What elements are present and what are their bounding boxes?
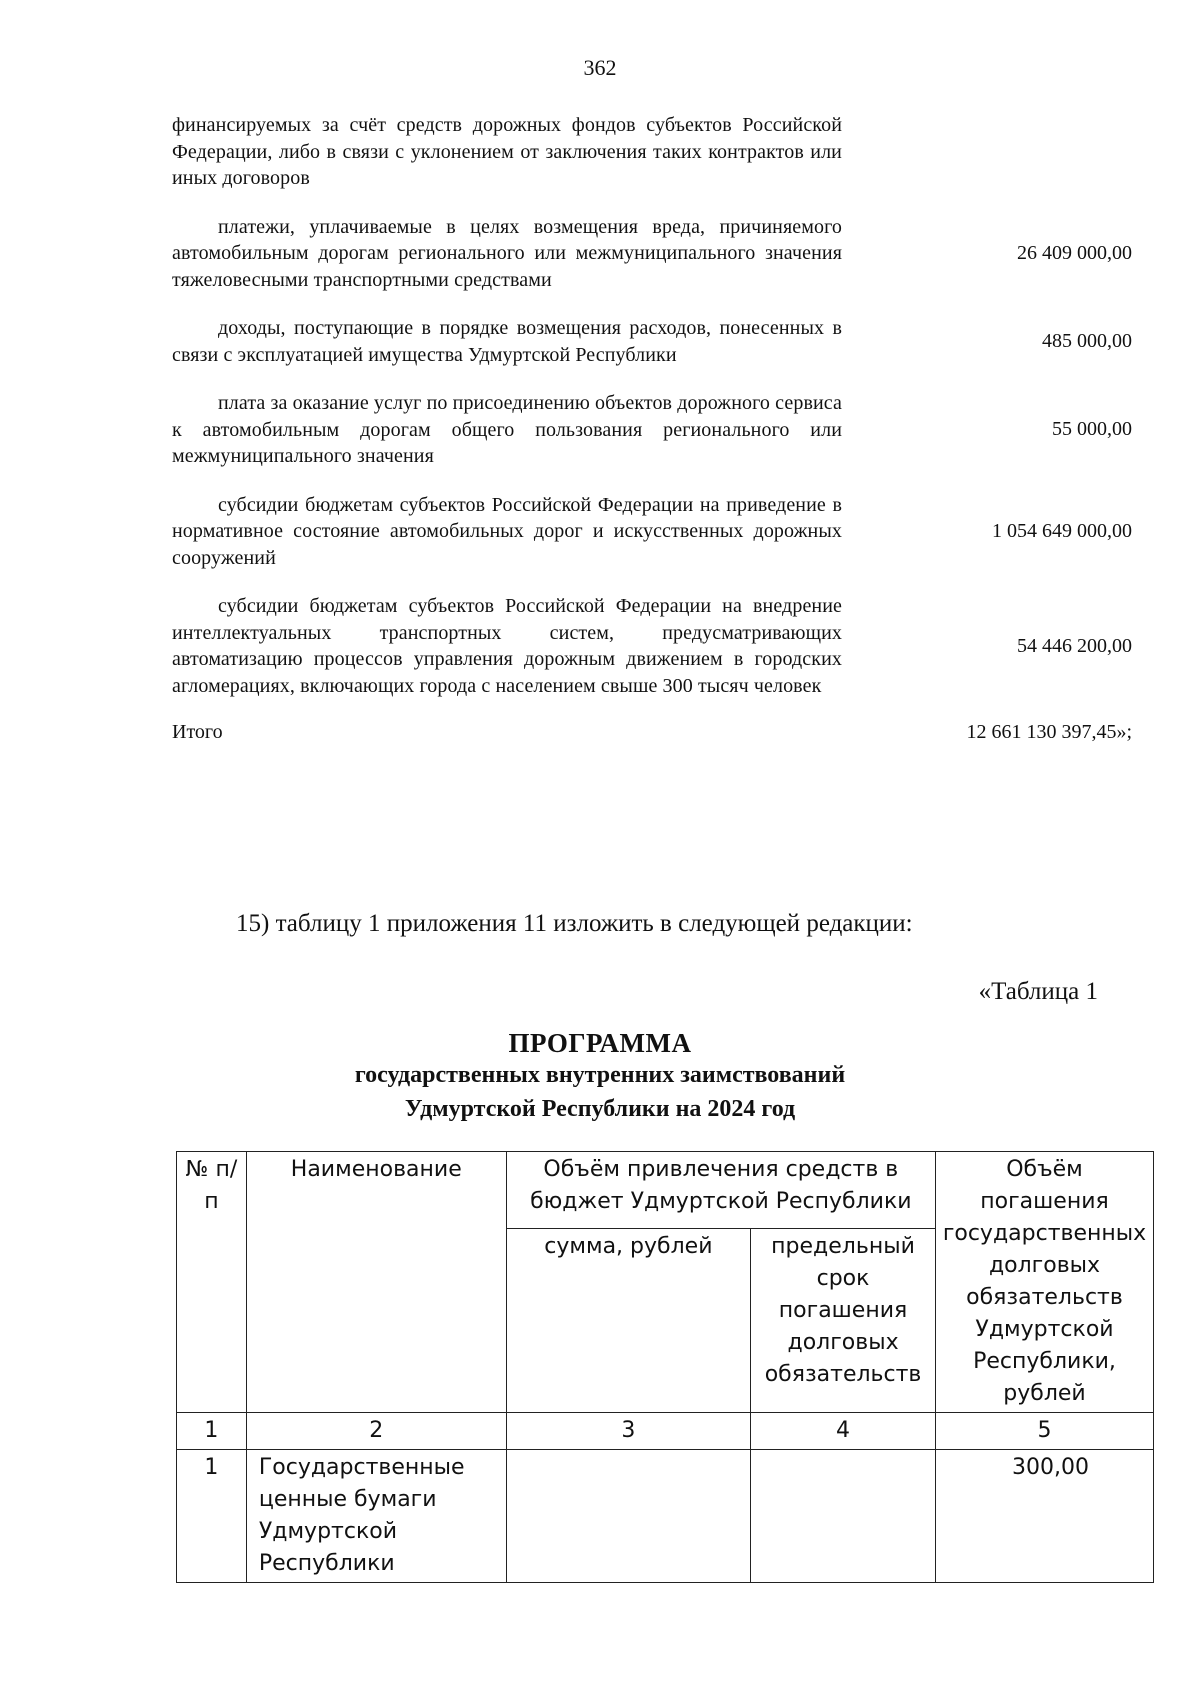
col-number: 3 xyxy=(506,1413,750,1450)
income-text: субсидии бюджетам субъектов Российской Федерации на приведение в нормативное состояние автомобильных дорог и искусственных дорожных сооружений xyxy=(172,493,842,569)
header-attraction: Объём привлечения средств в бюджет Удмуртской Республики xyxy=(506,1152,935,1229)
income-row xyxy=(172,593,1132,699)
col-number: 2 xyxy=(246,1413,506,1450)
row-term xyxy=(751,1450,936,1583)
col-number: 4 xyxy=(751,1413,936,1450)
row-sum xyxy=(506,1450,750,1583)
header-name: Наименование xyxy=(246,1152,506,1413)
column-number-row xyxy=(177,1413,1154,1450)
table-row xyxy=(177,1450,1154,1583)
table-reference: «Таблица 1 xyxy=(978,978,1098,1005)
header-sum: сумма, рублей xyxy=(506,1228,750,1412)
item-15-instruction: 15) таблицу 1 приложения 11 изложить в следующей редакции: xyxy=(236,910,913,937)
income-row xyxy=(172,492,1132,572)
intro-text: финансируемых за счёт средств дорожных фондов субъектов Российской Федерации, либо в связи с уклонением от заключения таких контрактов или иных договоров xyxy=(172,114,842,189)
income-text: доходы, поступающие в порядке возмещения расходов, понесенных в связи с эксплуатацией имущества Удмуртской Республики xyxy=(172,317,842,366)
income-row xyxy=(172,315,1132,368)
header-repayment: Объём погашения государственных долговых обязательств Удмуртской Республики, рублей xyxy=(936,1152,1154,1413)
total-amount: 12 661 130 397,45»; xyxy=(966,721,1132,743)
header-term: предельный срок погашения долговых обязательств xyxy=(751,1228,936,1412)
table-header-row xyxy=(177,1152,1154,1229)
col-number: 5 xyxy=(936,1413,1154,1450)
income-row xyxy=(172,214,1132,294)
page-number: 362 xyxy=(583,55,617,80)
income-amount: 485 000,00 xyxy=(1042,330,1132,352)
income-list xyxy=(172,112,1132,744)
total-row xyxy=(172,721,1132,744)
income-text: субсидии бюджетам субъектов Российской Федерации на внедрение интеллектуальных транспортных систем, предусматривающих автоматизацию процессов управления дорожным движением в городских агломерациях, включающих города с населением свыше 300 тысяч человек xyxy=(172,595,842,697)
income-amount: 55 000,00 xyxy=(1052,418,1132,441)
col-number: 1 xyxy=(177,1413,247,1450)
program-subtitle-2: Удмуртской Республики на 2024 год xyxy=(404,1096,796,1122)
row-repayment: 300,00 xyxy=(936,1450,1154,1583)
income-amount: 54 446 200,00 xyxy=(1017,634,1132,657)
income-text: платежи, уплачиваемые в целях возмещения вреда, причиняемого автомобильным дорогам регионального или межмуниципального значения тяжеловесными транспортными средствами xyxy=(172,215,842,291)
program-table xyxy=(176,1151,1154,1583)
row-num: 1 xyxy=(177,1450,247,1583)
intro-row xyxy=(172,112,1132,192)
income-row xyxy=(172,390,1132,470)
header-num: № п/п xyxy=(177,1152,247,1413)
total-label: Итого xyxy=(172,721,223,743)
program-title: ПРОГРАММА xyxy=(508,1028,692,1058)
program-subtitle-1: государственных внутренних заимствований xyxy=(354,1062,846,1088)
row-name: Государственные ценные бумаги Удмуртской Республики xyxy=(246,1450,506,1583)
income-text: плата за оказание услуг по присоединению объектов дорожного сервиса к автомобильным дорогам общего пользования регионального или межмуниципального значения xyxy=(172,392,842,467)
income-amount: 26 409 000,00 xyxy=(1017,241,1132,264)
income-amount: 1 054 649 000,00 xyxy=(992,519,1132,542)
